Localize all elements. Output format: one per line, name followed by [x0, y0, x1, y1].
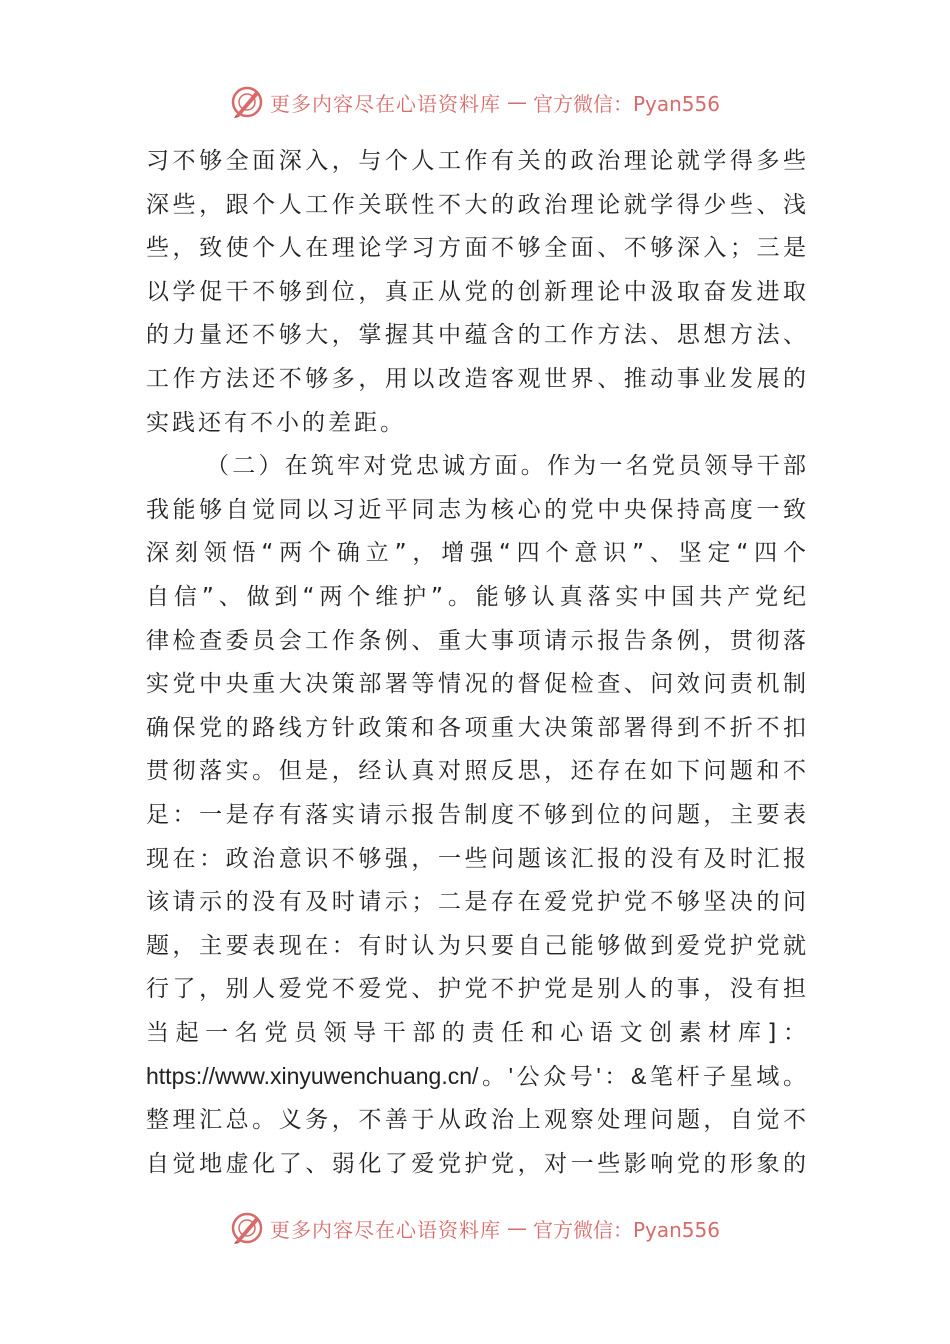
body-line: 的力量还不够大，掌握其中蕴含的工作方法、思想方法、	[146, 322, 806, 349]
body-line: 深些，跟个人工作关联性不大的政治理论就学得少些、浅	[146, 191, 806, 218]
footer-contact-text: 官方微信：Pyan556	[532, 1217, 720, 1242]
body-line: 行了，别人爱党不爱党、护党不护党是别人的事，没有担	[146, 976, 806, 1003]
header-separator: —	[506, 90, 527, 114]
document-body	[146, 140, 806, 1186]
header-promo-text: 更多内容尽在心语资料库	[269, 91, 501, 116]
body-line: 题，主要表现在：有时认为只要自己能够做到爱党护党就	[146, 932, 806, 959]
section-heading-line: （二）在筑牢对党忠诚方面。作为一名党员领导干部	[206, 453, 806, 480]
pen-logo-icon	[230, 1211, 264, 1245]
body-line: 工作方法还不够多，用以改造客观世界、推动事业发展的	[146, 365, 806, 392]
body-line-url: https://www.xinyuwenchuang.cn/。'公众号'：&笔杆子星域。	[146, 1063, 806, 1090]
body-line: 习不够全面深入，与个人工作有关的政治理论就学得多些	[146, 148, 806, 174]
body-line: 确保党的路线方针政策和各项重大决策部署得到不折不扣	[146, 714, 806, 741]
footer-separator: —	[506, 1216, 527, 1240]
body-line: 足：一是存有落实请示报告制度不够到位的问题，主要表	[146, 801, 806, 828]
footer-promo-text: 更多内容尽在心语资料库	[269, 1217, 501, 1242]
body-line: 当起一名党员领导干部的责任和心语文创素材库]：	[146, 1019, 806, 1046]
body-line: 现在：政治意识不够强，一些问题该汇报的没有及时汇报	[146, 845, 806, 872]
header-contact-text: 官方微信：Pyan556	[532, 91, 720, 116]
body-line: 贯彻落实。但是，经认真对照反思，还存在如下问题和不	[146, 758, 806, 785]
pen-logo-icon	[230, 85, 264, 119]
body-line: 实党中央重大决策部署等情况的督促检查、问效问责机制	[146, 671, 806, 698]
header-watermark	[0, 82, 950, 122]
footer-watermark	[0, 1208, 950, 1248]
body-line: 些，致使个人在理论学习方面不够全面、不够深入；三是	[146, 235, 806, 262]
body-line: 以学促干不够到位，真正从党的创新理论中汲取奋发进取	[146, 278, 806, 305]
body-line: 自信”、做到“两个维护”。能够认真落实中国共产党纪	[146, 583, 806, 610]
body-line: 我能够自觉同以习近平同志为核心的党中央保持高度一致	[146, 496, 806, 523]
body-line: 该请示的没有及时请示；二是存在爱党护党不够坚决的问	[146, 889, 806, 916]
body-line: 律检查委员会工作条例、重大事项请示报告条例，贯彻落	[146, 627, 806, 654]
body-line: 自觉地虚化了、弱化了爱党护党，对一些影响党的形象的	[146, 1150, 806, 1177]
body-line: 深刻领悟“两个确立”，增强“四个意识”、坚定“四个	[146, 540, 806, 567]
body-line: 实践还有不小的差距。	[146, 409, 406, 436]
body-line: 整理汇总。义务，不善于从政治上观察处理问题，自觉不	[146, 1107, 806, 1134]
